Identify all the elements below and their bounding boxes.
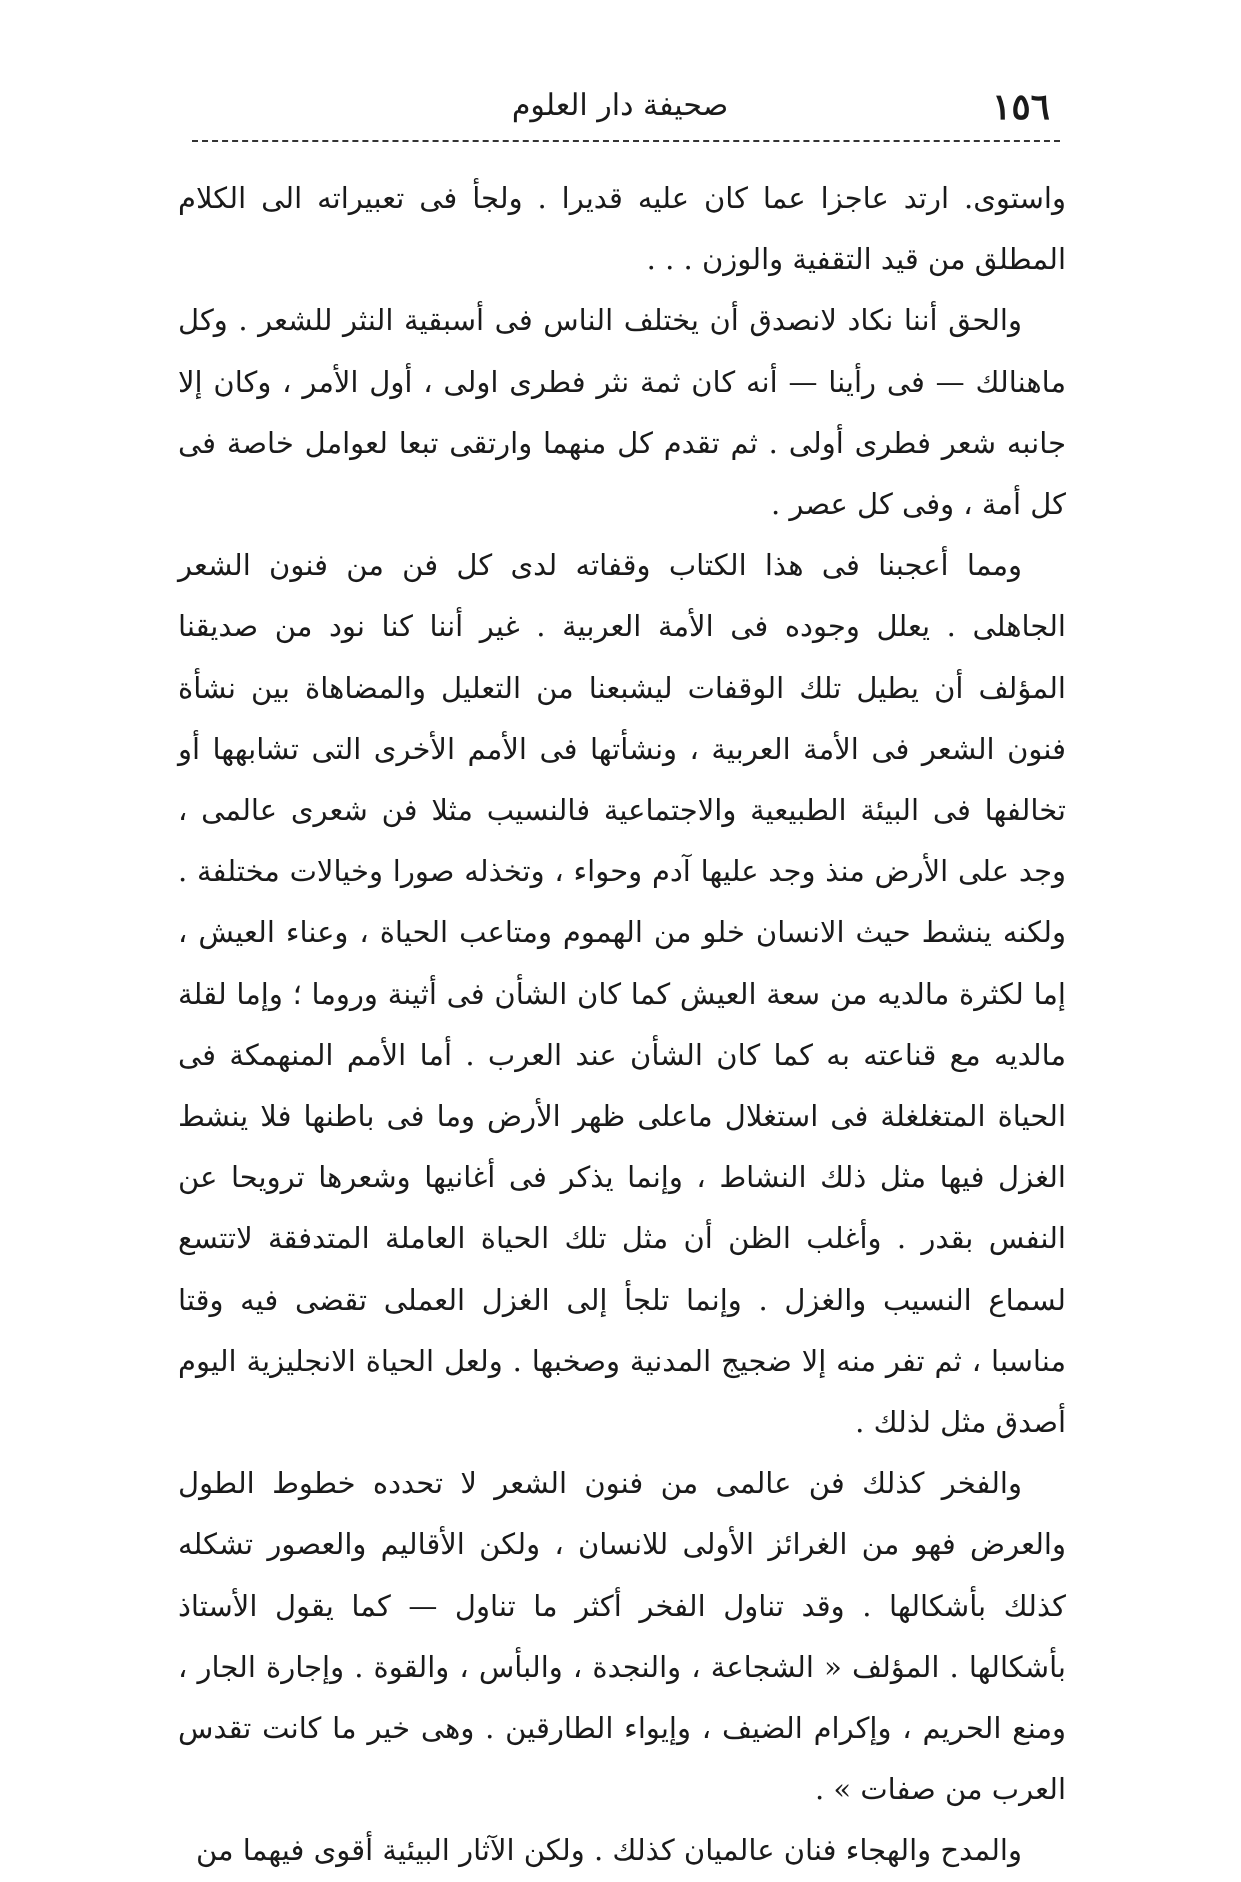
paragraph: واستوى. ارتد عاجزا عما كان عليه قديرا . ولجأ فى تعبيراته الى الكلام المطلق من قيد التقفية والوزن . . .	[178, 181, 1066, 277]
paragraph: والحق أننا نكاد لانصدق أن يختلف الناس فى أسبقية النثر للشعر . وكل ماهنالك — فى رأينا — أنه كان ثمة نثر فطرى اولى ، أول الأمر ، وكان إلا جانبه شعر فطرى أولى . ثم تقدم كل منهما وارتقى تبعا لعوامل خاصة فى كل أمة ، وفى كل عصر .	[178, 303, 1066, 522]
page-number: ١٥٦	[991, 86, 1050, 128]
page-header	[190, 78, 1050, 134]
running-title: صحيفة دار العلوم	[511, 88, 729, 123]
paragraph: ومما أعجبنا فى هذا الكتاب وقفاته لدى كل فن من فنون الشعر الجاهلى . يعلل وجوده فى الأمة العربية . غير أننا كنا نود من صديقنا المؤلف أن يطيل تلك الوقفات ليشبعنا من التعليل والمضاهاة بين نشأة فنون الشعر فى الأمة العربية ، ونشأتها فى الأمم الأخرى التى تشابهها أو تخالفها فى البيئة الطبيعية والاجتماعية فالنسيب مثلا فن شعرى عالمى ، وجد على الأرض منذ وجد عليها آدم وحواء ، وتخذله صورا وخيالات مختلفة . ولكنه ينشط حيث الانسان خلو من الهموم ومتاعب الحياة ، وعناء العيش ، إما لكثرة مالديه من سعة العيش كما كان الشأن فى أثينة وروما ؛ وإما لقلة مالديه مع قناعته به كما كان الشأن عند العرب . أما الأمم المنهمكة فى الحياة المتغلغلة فى استغلال ماعلى ظهر الأرض وما فى باطنها فلا ينشط الغزل فيها مثل ذلك النشاط ، وإنما يذكر فى أغانيها وشعرها ترويحا عن النفس بقدر . وأغلب الظن أن مثل تلك الحياة العاملة المتدفقة لاتتسع لسماع النسيب والغزل . وإنما تلجأ إلى الغزل العملى تقضى فيه وقتا مناسبا ، ثم تفر منه إلا ضجيج المدنية وصخبها . ولعل الحياة الانجليزية اليوم أصدق مثل لذلك .	[178, 548, 1066, 1440]
header-divider	[192, 140, 1060, 142]
body-text	[178, 168, 1066, 1882]
paragraph: والمدح والهجاء فنان عالميان كذلك . ولكن الآثار البيئية أقوى فيهما من	[195, 1833, 1022, 1868]
paragraph: والفخر كذلك فن عالمى من فنون الشعر لا تحدده خطوط الطول والعرض فهو من الغرائز الأولى للانسان ، ولكن الأقاليم والعصور تشكله كذلك بأشكالها . وقد تناول الفخر أكثر ما تناول — كما يقول الأستاذ بأشكالها . المؤلف « الشجاعة ، والنجدة ، والبأس ، والقوة . وإجارة الجار ، ومنع الحريم ، وإكرام الضيف ، وإيواء الطارقين . وهى خير ما كانت تقدس العرب من صفات » .	[178, 1466, 1066, 1807]
